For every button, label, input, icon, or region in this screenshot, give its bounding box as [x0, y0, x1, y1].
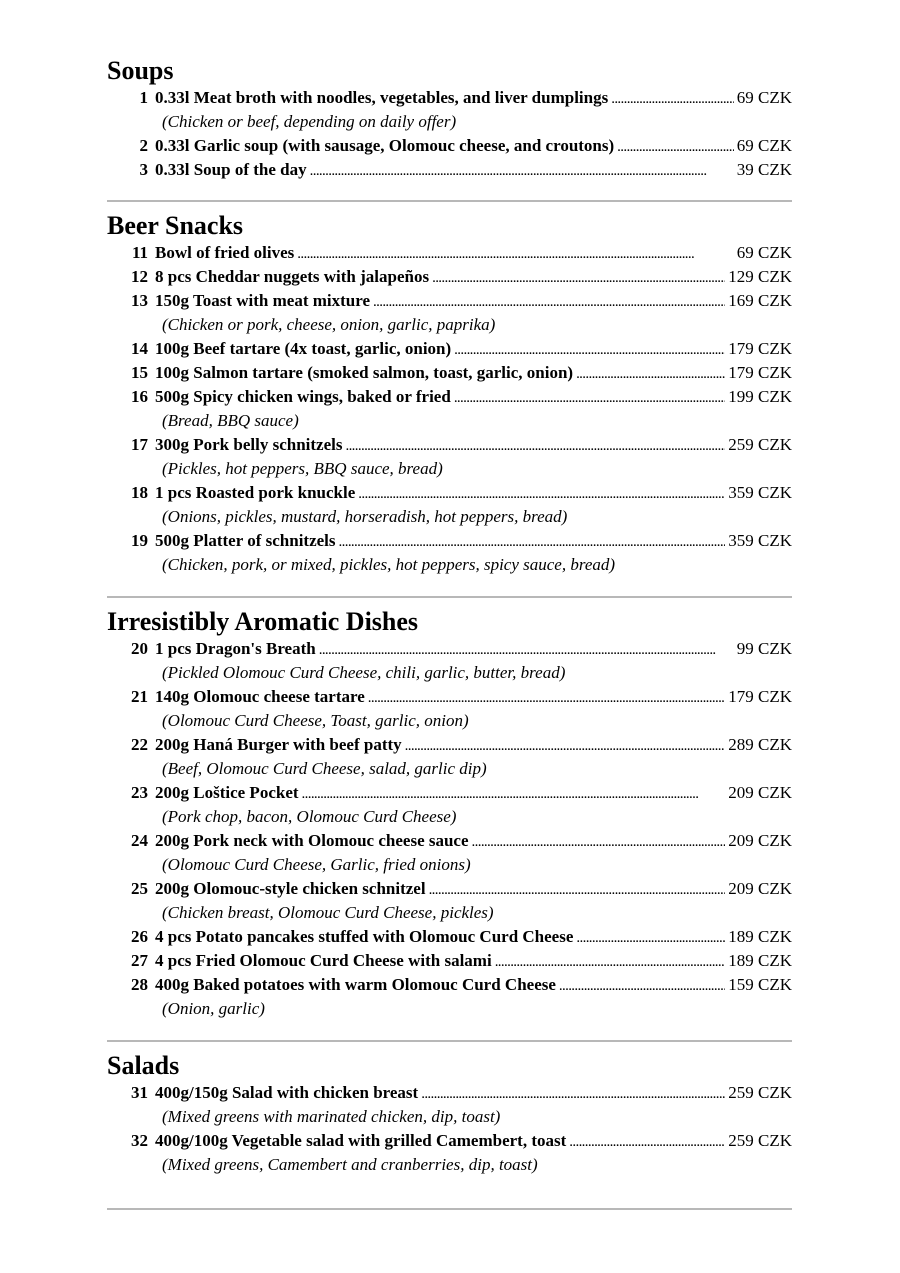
item-description: (Olomouc Curd Cheese, Toast, garlic, onion)	[162, 711, 469, 730]
dot-leader	[405, 733, 726, 758]
item-name: 100g Beef tartare (4x toast, garlic, onion)	[155, 339, 452, 358]
section-title: Irresistibly Aromatic Dishes	[107, 607, 419, 636]
item-number: 11	[131, 243, 148, 262]
item-description: (Pork chop, bacon, Olomouc Curd Cheese)	[162, 807, 457, 826]
dot-leader	[576, 925, 725, 950]
item-description: (Onion, garlic)	[162, 999, 265, 1018]
item-price: 69 CZK	[736, 243, 792, 262]
item-number: 21	[131, 687, 148, 706]
section-aromatic-dishes	[107, 607, 792, 1021]
dot-leader	[319, 637, 734, 662]
section-divider	[107, 1208, 792, 1210]
menu-item	[107, 265, 792, 289]
section-beer-snacks	[107, 211, 792, 577]
menu-item	[107, 925, 792, 949]
section-title: Salads	[107, 1051, 180, 1080]
section-divider	[107, 596, 792, 598]
dot-leader	[358, 481, 725, 506]
item-number: 24	[131, 831, 148, 850]
item-number: 32	[131, 1131, 148, 1150]
item-price: 179 CZK	[728, 687, 792, 706]
item-number: 16	[131, 387, 148, 406]
section-soups	[107, 56, 792, 182]
item-description: (Mixed greens, Camembert and cranberries, dip, toast)	[162, 1155, 538, 1174]
item-name: 300g Pork belly schnitzels	[155, 435, 343, 454]
item-description: (Chicken, pork, or mixed, pickles, hot peppers, spicy sauce, bread)	[162, 555, 616, 574]
item-description: (Chicken or beef, depending on daily offer)	[162, 112, 457, 131]
menu-item	[107, 289, 792, 337]
item-price: 289 CZK	[728, 735, 792, 754]
item-number: 18	[131, 483, 148, 502]
item-description: (Olomouc Curd Cheese, Garlic, fried onions)	[162, 855, 471, 874]
section-salads	[107, 1051, 792, 1177]
dot-leader	[302, 781, 726, 806]
dot-leader	[297, 241, 733, 266]
item-number: 31	[131, 1083, 148, 1102]
item-number: 14	[131, 339, 148, 358]
item-name: 500g Spicy chicken wings, baked or fried	[155, 387, 451, 406]
item-description: (Onions, pickles, mustard, horseradish, hot peppers, bread)	[162, 507, 568, 526]
item-price: 169 CZK	[728, 291, 792, 310]
item-name: Bowl of fried olives	[155, 243, 295, 262]
dot-leader	[373, 289, 725, 314]
item-price: 179 CZK	[728, 339, 792, 358]
item-description: (Mixed greens with marinated chicken, dip, toast)	[162, 1107, 501, 1126]
dot-leader	[345, 433, 725, 458]
item-description: (Chicken breast, Olomouc Curd Cheese, pickles)	[162, 903, 494, 922]
item-name: 400g Baked potatoes with warm Olomouc Curd Cheese	[155, 975, 556, 994]
menu-item	[107, 86, 792, 134]
menu-item	[107, 1129, 792, 1177]
item-number: 2	[139, 136, 148, 155]
section-divider	[107, 200, 792, 202]
menu-item	[107, 733, 792, 781]
item-name: 200g Loštice Pocket	[155, 783, 299, 802]
item-name: 400g/150g Salad with chicken breast	[155, 1083, 419, 1102]
item-name: 150g Toast with meat mixture	[155, 291, 371, 310]
item-name: 200g Olomouc-style chicken schnitzel	[155, 879, 426, 898]
item-name: 140g Olomouc cheese tartare	[155, 687, 365, 706]
dot-leader	[611, 86, 734, 111]
item-name: 4 pcs Potato pancakes stuffed with Olomouc Curd Cheese	[155, 927, 574, 946]
item-price: 359 CZK	[728, 483, 792, 502]
item-price: 259 CZK	[728, 1131, 792, 1150]
dot-leader	[569, 1129, 725, 1154]
item-price: 209 CZK	[728, 831, 792, 850]
dot-leader	[617, 134, 734, 159]
item-number: 15	[131, 363, 148, 382]
item-price: 259 CZK	[728, 1083, 792, 1102]
dot-leader	[368, 685, 725, 710]
item-number: 20	[131, 639, 148, 658]
item-number: 28	[131, 975, 148, 994]
item-price: 69 CZK	[736, 88, 792, 107]
menu-item	[107, 949, 792, 973]
item-number: 22	[131, 735, 148, 754]
menu-item	[107, 134, 792, 158]
item-price: 209 CZK	[728, 879, 792, 898]
item-name: 1 pcs Roasted pork knuckle	[155, 483, 356, 502]
item-price: 99 CZK	[736, 639, 792, 658]
item-name: 400g/100g Vegetable salad with grilled Camembert, toast	[155, 1131, 567, 1150]
dot-leader	[421, 1081, 725, 1106]
menu-item	[107, 877, 792, 925]
item-name: 8 pcs Cheddar nuggets with jalapeños	[155, 267, 430, 286]
menu-item	[107, 529, 792, 577]
section-title: Beer Snacks	[107, 211, 244, 240]
menu-item	[107, 781, 792, 829]
item-price: 199 CZK	[728, 387, 792, 406]
item-price: 179 CZK	[728, 363, 792, 382]
menu-item	[107, 1081, 792, 1129]
item-price: 189 CZK	[728, 951, 792, 970]
dot-leader	[454, 337, 725, 362]
menu-item	[107, 158, 792, 182]
menu-item	[107, 685, 792, 733]
menu-item	[107, 829, 792, 877]
dot-leader	[559, 973, 725, 998]
dot-leader	[472, 829, 726, 854]
item-name: 0.33l Soup of the day	[155, 160, 307, 179]
item-number: 26	[131, 927, 148, 946]
item-price: 129 CZK	[728, 267, 792, 286]
item-name: 200g Haná Burger with beef patty	[155, 735, 402, 754]
item-price: 209 CZK	[728, 783, 792, 802]
item-description: (Bread, BBQ sauce)	[162, 411, 299, 430]
item-name: 100g Salmon tartare (smoked salmon, toast, garlic, onion)	[155, 363, 574, 382]
item-name: 0.33l Meat broth with noodles, vegetables, and liver dumplings	[155, 88, 609, 107]
dot-leader	[432, 265, 725, 290]
section-title: Soups	[107, 56, 174, 85]
dot-leader	[576, 361, 725, 386]
item-number: 27	[131, 951, 148, 970]
section-divider	[107, 1040, 792, 1042]
menu-item	[107, 637, 792, 685]
menu-item	[107, 241, 792, 265]
dot-leader	[339, 529, 726, 554]
dot-leader	[429, 877, 726, 902]
item-price: 189 CZK	[728, 927, 792, 946]
menu-item	[107, 361, 792, 385]
item-name: 0.33l Garlic soup (with sausage, Olomouc cheese, and croutons)	[155, 136, 615, 155]
dot-leader	[310, 158, 734, 183]
item-name: 4 pcs Fried Olomouc Curd Cheese with salami	[155, 951, 492, 970]
dot-leader	[454, 385, 725, 410]
dot-leader	[495, 949, 726, 974]
item-number: 25	[131, 879, 148, 898]
item-description: (Chicken or pork, cheese, onion, garlic, paprika)	[162, 315, 496, 334]
item-name: 200g Pork neck with Olomouc cheese sauce	[155, 831, 469, 850]
item-price: 359 CZK	[728, 531, 792, 550]
item-name: 1 pcs Dragon's Breath	[155, 639, 316, 658]
menu-item	[107, 433, 792, 481]
item-number: 12	[131, 267, 148, 286]
menu-item	[107, 481, 792, 529]
menu-item	[107, 385, 792, 433]
item-price: 69 CZK	[736, 136, 792, 155]
item-price: 259 CZK	[728, 435, 792, 454]
item-number: 13	[131, 291, 148, 310]
item-number: 1	[139, 88, 148, 107]
item-name: 500g Platter of schnitzels	[155, 531, 336, 550]
item-description: (Pickles, hot peppers, BBQ sauce, bread)	[162, 459, 443, 478]
item-description: (Beef, Olomouc Curd Cheese, salad, garlic dip)	[162, 759, 487, 778]
item-number: 19	[131, 531, 148, 550]
item-description: (Pickled Olomouc Curd Cheese, chili, garlic, butter, bread)	[162, 663, 566, 682]
item-price: 159 CZK	[728, 975, 792, 994]
menu-item	[107, 337, 792, 361]
menu-item	[107, 973, 792, 1021]
item-number: 17	[131, 435, 148, 454]
item-number: 23	[131, 783, 148, 802]
item-price: 39 CZK	[736, 160, 792, 179]
item-number: 3	[139, 160, 148, 179]
